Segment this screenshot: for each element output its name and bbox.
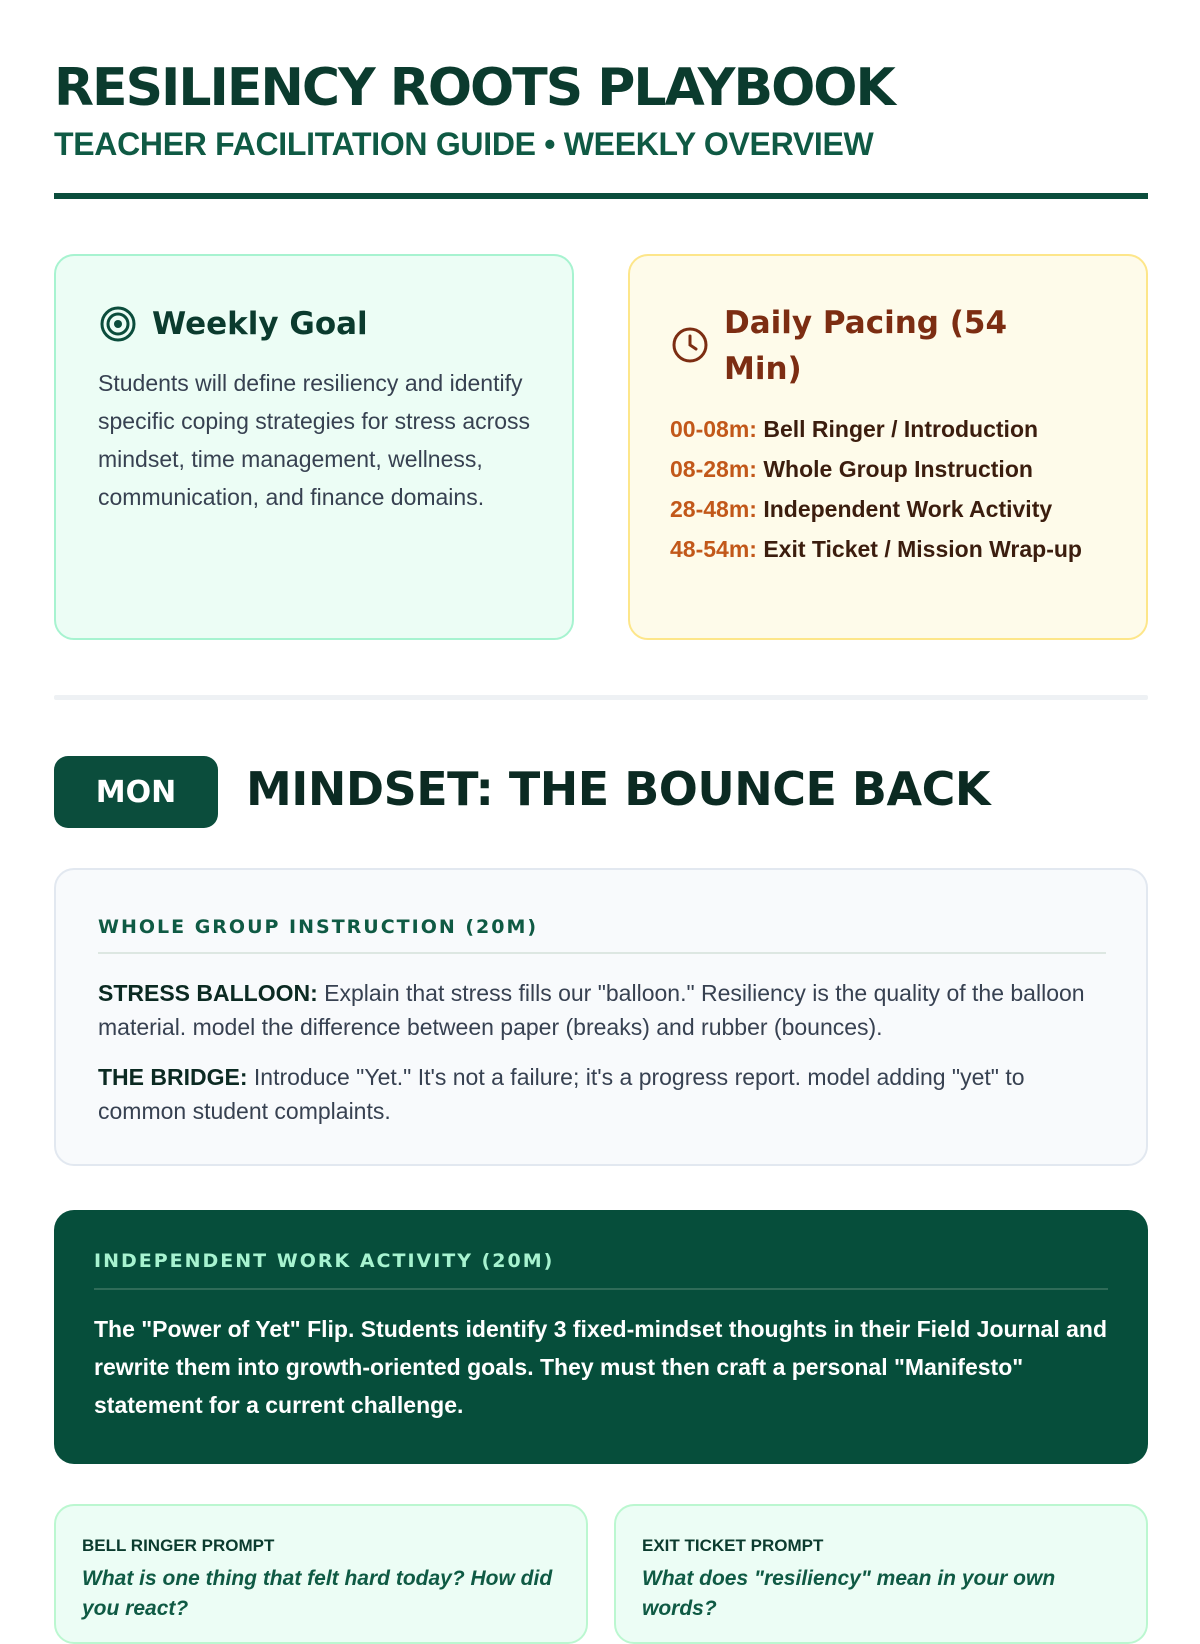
page-subtitle: TEACHER FACILITATION GUIDE • WEEKLY OVERVIEW bbox=[54, 126, 874, 162]
weekly-goal-title: Weekly Goal bbox=[152, 306, 368, 342]
pacing-item bbox=[670, 492, 1110, 526]
exit-ticket-card bbox=[614, 1504, 1148, 1644]
bell-ringer-text: What is one thing that felt hard today? How did you react? bbox=[82, 1567, 553, 1620]
day-title: MINDSET: THE BOUNCE BACK bbox=[246, 762, 990, 816]
pacing-list bbox=[670, 412, 1110, 572]
instruction-item bbox=[98, 976, 1098, 1044]
pacing-item bbox=[670, 532, 1110, 566]
day-badge: MON bbox=[54, 756, 218, 828]
pacing-label: Whole Group Instruction bbox=[763, 456, 1033, 482]
pacing-time: 08-28m: bbox=[670, 456, 757, 482]
weekly-goal-text: Students will define resiliency and identify specific coping strategies for stress across mindset, time management, wellness, communication, and finance domains. bbox=[98, 370, 531, 510]
pacing-label: Independent Work Activity bbox=[763, 496, 1053, 522]
instruction-text: Introduce "Yet." It's not a failure; it's a progress report. model adding "yet" to common student complaints. bbox=[98, 1064, 1025, 1124]
whole-group-divider bbox=[98, 952, 1106, 954]
pacing-label: Bell Ringer / Introduction bbox=[763, 416, 1039, 442]
pacing-time: 48-54m: bbox=[670, 536, 757, 562]
exit-ticket-text: What does "resiliency" mean in your own words? bbox=[642, 1567, 1056, 1620]
exit-ticket-label: EXIT TICKET PROMPT bbox=[642, 1536, 824, 1555]
daily-pacing-card bbox=[628, 254, 1148, 640]
whole-group-label: WHOLE GROUP INSTRUCTION (20M) bbox=[98, 916, 539, 938]
instruction-text: Explain that stress fills our "balloon." Resiliency is the quality of the balloon material. model the difference between paper (breaks) and rubber (bounces). bbox=[98, 980, 1085, 1040]
independent-work-text: The "Power of Yet" Flip. Students identify 3 fixed-mindset thoughts in their Field Journal and rewrite them into growth-oriented goals. They must then craft a personal "Manifesto" statement for a current challenge. bbox=[94, 1316, 1108, 1418]
target-icon bbox=[98, 304, 138, 344]
pacing-time: 00-08m: bbox=[670, 416, 757, 442]
weekly-goal-header bbox=[98, 304, 368, 344]
instruction-lead: THE BRIDGE: bbox=[98, 1064, 248, 1090]
header-divider bbox=[54, 193, 1148, 199]
page-title: RESILIENCY ROOTS PLAYBOOK bbox=[54, 58, 894, 118]
whole-group-instruction-card bbox=[54, 868, 1148, 1166]
section-divider bbox=[54, 695, 1148, 700]
instruction-lead: STRESS BALLOON: bbox=[98, 980, 318, 1006]
independent-work-divider bbox=[94, 1288, 1108, 1290]
pacing-label: Exit Ticket / Mission Wrap-up bbox=[763, 536, 1082, 562]
bell-ringer-card bbox=[54, 1504, 588, 1644]
daily-pacing-title: Daily Pacing (54 Min) bbox=[724, 305, 1008, 387]
clock-icon bbox=[670, 325, 710, 365]
weekly-goal-card bbox=[54, 254, 574, 640]
pacing-time: 28-48m: bbox=[670, 496, 757, 522]
independent-work-card bbox=[54, 1210, 1148, 1464]
pacing-item bbox=[670, 452, 1110, 486]
daily-pacing-header bbox=[670, 300, 1054, 392]
instruction-item bbox=[98, 1060, 1098, 1128]
bell-ringer-label: BELL RINGER PROMPT bbox=[82, 1536, 275, 1555]
pacing-item bbox=[670, 412, 1110, 446]
independent-work-label: INDEPENDENT WORK ACTIVITY (20M) bbox=[94, 1250, 555, 1272]
